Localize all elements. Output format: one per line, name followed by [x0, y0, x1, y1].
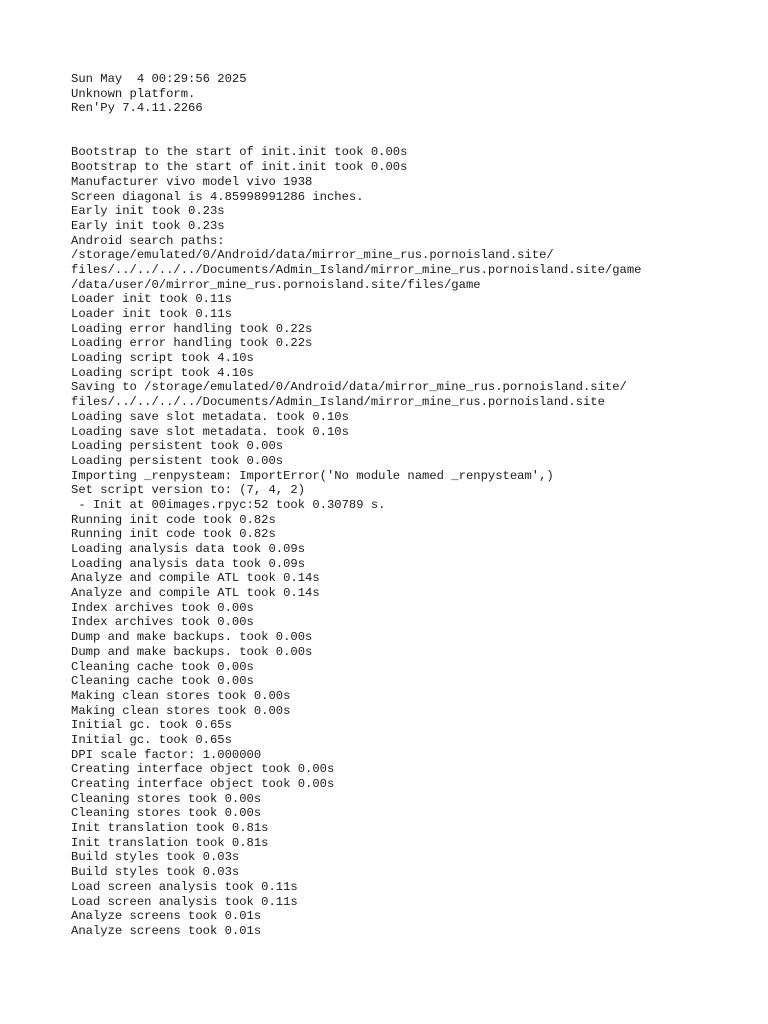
log-line: Saving to /storage/emulated/0/Android/data/mirror_mine_rus.pornoisland.site/ — [71, 380, 627, 395]
log-line: Analyze and compile ATL took 0.14s — [71, 571, 320, 586]
log-line: Load screen analysis took 0.11s — [71, 879, 298, 894]
log-line: Analyze screens took 0.01s — [71, 923, 262, 938]
log-body — [71, 145, 751, 938]
log-line: Index archives took 0.00s — [71, 615, 254, 630]
log-line: Creating interface object took 0.00s — [71, 777, 335, 791]
log-line: Loading script took 4.10s — [71, 351, 254, 366]
log-line: Build styles took 0.03s — [71, 865, 240, 880]
log-header — [71, 72, 751, 145]
log-line: Cleaning stores took 0.00s — [71, 806, 262, 821]
log-line: Manufacturer vivo model vivo 1938 — [71, 174, 313, 189]
log-line: Loading script took 4.10s — [71, 365, 254, 380]
log-line: files/../../../../Documents/Admin_Island/mirror_mine_rus.pornoisland.site — [71, 395, 605, 410]
log-line: Creating interface object took 0.00s — [71, 762, 335, 777]
log-line: Loading persistent took 0.00s — [71, 439, 284, 454]
log-line: files/../../../../Documents/Admin_Island/mirror_mine_rus.pornoisland.site/game — [71, 262, 642, 277]
log-line: Build styles took 0.03s — [71, 850, 240, 865]
log-line: Loading analysis data took 0.09s — [71, 542, 306, 556]
log-line — [71, 116, 751, 131]
log-line: Loading analysis data took 0.09s — [71, 556, 306, 571]
log-line: /storage/emulated/0/Android/data/mirror_mine_rus.pornoisland.site/ — [71, 248, 554, 263]
log-line: Bootstrap to the start of init.init took 0.00s — [71, 145, 408, 160]
log-line: Bootstrap to the start of init.init took 0.00s — [71, 160, 408, 175]
log-line: Dump and make backups. took 0.00s — [71, 630, 313, 645]
log-line: - Init at 00images.rpyc:52 took 0.30789 s. — [71, 497, 386, 512]
log-line: Ren'Py 7.4.11.2266 — [71, 101, 203, 116]
log-line — [71, 131, 751, 146]
log-line: Running init code took 0.82s — [71, 527, 276, 542]
log-line: Init translation took 0.81s — [71, 821, 269, 836]
log-line: Index archives took 0.00s — [71, 600, 254, 615]
log-line: Loading persistent took 0.00s — [71, 453, 284, 468]
log-line: Loader init took 0.11s — [71, 307, 232, 321]
log-line: Analyze and compile ATL took 0.14s — [71, 586, 320, 601]
log-line: Analyze screens took 0.01s — [71, 909, 262, 924]
log-line: Loading save slot metadata. took 0.10s — [71, 424, 349, 439]
log-line: Running init code took 0.82s — [71, 512, 276, 527]
log-line: Cleaning stores took 0.00s — [71, 791, 262, 806]
log-line: /data/user/0/mirror_mine_rus.pornoisland.site/files/game — [71, 277, 481, 292]
log-line: Init translation took 0.81s — [71, 835, 269, 850]
log-line: Making clean stores took 0.00s — [71, 688, 291, 703]
log-line: Android search paths: — [71, 233, 225, 248]
log-line: Unknown platform. — [71, 86, 196, 101]
log-line: Loading error handling took 0.22s — [71, 336, 313, 351]
log-line: Loader init took 0.11s — [71, 292, 232, 307]
log-line: DPI scale factor: 1.000000 — [71, 747, 262, 762]
log-line: Loading error handling took 0.22s — [71, 321, 313, 336]
log-line: Early init took 0.23s — [71, 204, 225, 219]
log-line: Importing _renpysteam: ImportError('No module named _renpysteam',) — [71, 468, 554, 483]
log-line: Screen diagonal is 4.85998991286 inches. — [71, 189, 364, 204]
log-line: Early init took 0.23s — [71, 218, 225, 233]
log-document — [71, 72, 751, 939]
log-line: Cleaning cache took 0.00s — [71, 659, 254, 674]
log-line: Initial gc. took 0.65s — [71, 718, 232, 733]
log-line: Set script version to: (7, 4, 2) — [71, 483, 306, 498]
log-line: Cleaning cache took 0.00s — [71, 674, 254, 689]
log-line: Load screen analysis took 0.11s — [71, 894, 298, 909]
log-line: Loading save slot metadata. took 0.10s — [71, 409, 349, 424]
log-line: Making clean stores took 0.00s — [71, 703, 291, 718]
log-line: Dump and make backups. took 0.00s — [71, 644, 313, 659]
log-line: Sun May 4 00:29:56 2025 — [71, 72, 247, 86]
log-line: Initial gc. took 0.65s — [71, 732, 232, 747]
